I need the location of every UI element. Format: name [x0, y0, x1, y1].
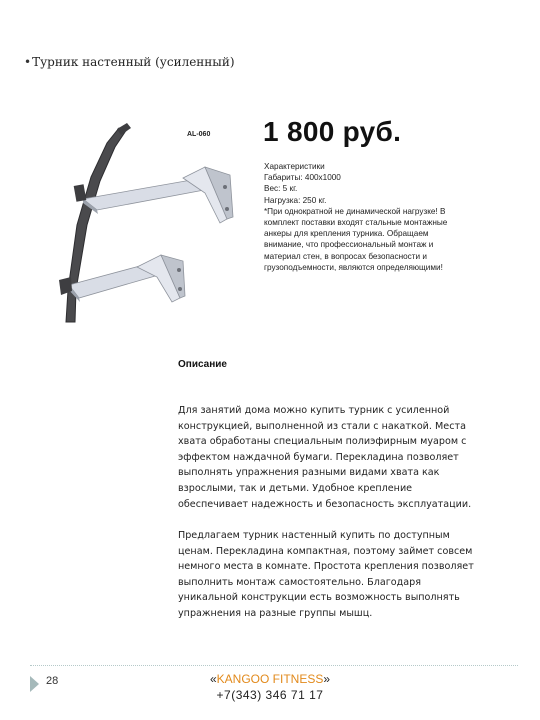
paragraph-line: эффектом наждачной бумаги. Перекладина позволяет — [178, 451, 459, 463]
paragraph-line: выполнить монтаж самостоятельно. Благодаря — [178, 576, 422, 588]
footer-divider — [30, 665, 518, 666]
spec-line: *При однократной не динамической нагрузке! В — [264, 206, 446, 216]
spec-line: внимание, что профессиональный монтаж и — [264, 240, 434, 250]
paragraph-line: Предлагаем турник настенный купить по доступным — [178, 530, 450, 541]
paragraph-line: взрослыми, так и детьми. Удобное крепление — [178, 482, 413, 494]
product-image — [55, 115, 270, 340]
description-title: Описание — [178, 359, 227, 370]
description-paragraph-1 — [178, 403, 508, 512]
brand-quote-open: « — [209, 672, 217, 686]
paragraph-line: ценам. Перекладина компактная, поэтому займет совсем — [178, 545, 473, 557]
spec-line: материал стен, в вопросах безопасности и — [264, 251, 427, 261]
paragraph-line: хвата обработаны специальным полиэфирным муаром с — [178, 436, 467, 448]
description-paragraph-2 — [178, 528, 508, 622]
spec-line: комплект поставки входят стальные монтажные — [264, 218, 448, 228]
product-price: 1 800 руб. — [263, 116, 402, 147]
paragraph-line: немного места в комнате. Простота крепления позволяет — [178, 561, 474, 573]
paragraph-line: Для занятий дома можно купить турник с усиленной — [178, 405, 450, 416]
brand-name: KANGOO FITNESS — [216, 672, 324, 686]
paragraph-line: уникальной конструкции есть возможность выполнять — [178, 592, 460, 604]
page-heading — [24, 55, 235, 69]
brand-quote-close: » — [323, 672, 331, 686]
model-code: AL-060 — [187, 131, 211, 138]
spec-line: Характеристики — [264, 162, 325, 171]
paragraph-line: обеспечивает надежность и безопасность эксплуатации. — [178, 498, 472, 510]
spec-line: анкеры для крепления турника. Обращаем — [264, 229, 429, 239]
paragraph-line: упражнения на разные группы мышц. — [178, 607, 373, 619]
page-number: 28 — [46, 675, 59, 687]
footer-phone: +7(343) 346 71 17 — [216, 688, 324, 702]
paragraph-line: выполнять упражнения разными видами хвата как — [178, 467, 440, 479]
spec-line: Нагрузка: 250 кг. — [264, 195, 327, 205]
paragraph-line: конструкцией, выполненной из стали с накаткой. Места — [178, 420, 466, 432]
spec-line: Габариты: 400x1000 — [264, 173, 341, 183]
bullet-icon: • — [24, 55, 32, 69]
pullup-upper-end-cap — [74, 184, 87, 201]
footer-brand — [0, 672, 540, 686]
spec-line: грузоподъемности, являются определяющими! — [264, 262, 443, 272]
heading-text: Турник настенный (усиленный) — [32, 55, 235, 69]
spec-line: Вес: 5 кг. — [264, 184, 298, 194]
product-specs — [264, 161, 496, 273]
